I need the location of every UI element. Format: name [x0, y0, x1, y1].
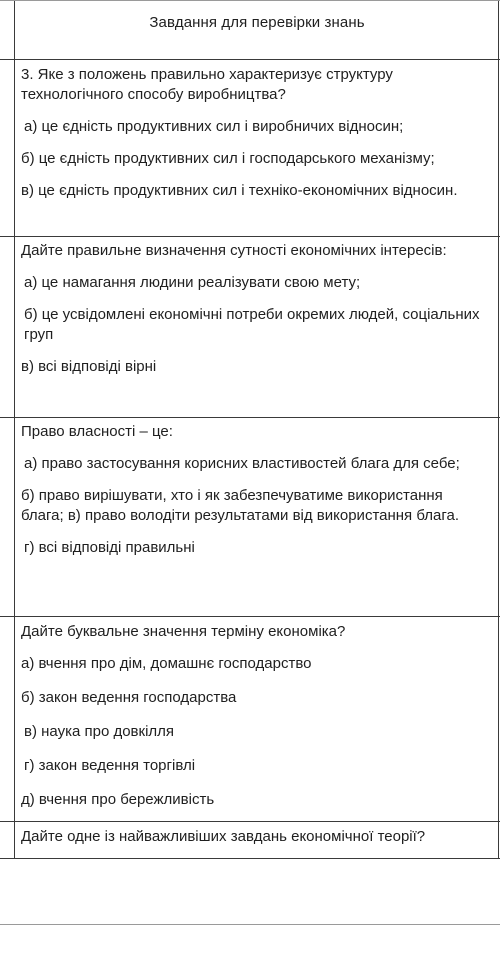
question-cell-4: [21, 622, 481, 820]
answer-option: г) всі відповіді правильні: [24, 539, 195, 556]
question-cell-2: [21, 241, 481, 389]
question-cell-3: [21, 422, 481, 570]
answer-option: д) вчення про бережливість: [21, 791, 215, 808]
row-divider: [0, 616, 500, 617]
answer-option: б) закон ведення господарства: [21, 689, 237, 706]
answer-option: б) це єдність продуктивних сил і господарського механізму;: [21, 150, 435, 167]
question-text: Право власності – це:: [21, 423, 173, 440]
row-divider: [0, 821, 500, 822]
row-divider: [0, 59, 500, 60]
question-text: Дайте одне із найважливіших завдань економічної теорії?: [21, 828, 426, 845]
answer-option: а) це намагання людини реалізувати свою мету;: [24, 274, 361, 291]
table-top-border: [0, 0, 500, 1]
answer-option: в) це єдність продуктивних сил і техніко-економічних відносин.: [21, 182, 458, 199]
question-text: Дайте буквальне значення терміну економіка?: [21, 623, 346, 640]
question-cell-1: [21, 65, 481, 213]
table-left-border: [14, 0, 15, 858]
answer-option: в) наука про довкілля: [24, 723, 175, 740]
row-divider: [0, 417, 500, 418]
question-text: Дайте правильне визначення сутності економічних інтересів:: [21, 242, 447, 259]
question-cell-5: [21, 827, 481, 859]
question-text: 3. Яке з положень правильно характеризує структуру технологічного способу виробництва?: [21, 66, 393, 103]
table-header-title: Завдання для перевірки знань: [149, 14, 365, 31]
answer-option: а) вчення про дім, домашнє господарство: [21, 655, 312, 672]
answer-option: г) закон ведення торгівлі: [24, 757, 196, 774]
row-divider: [0, 236, 500, 237]
table-right-border: [498, 0, 499, 858]
answer-option: б) право вирішувати, хто і як забезпечуватиме використання блага; в) право володіти результатами від використання блага.: [21, 487, 460, 524]
answer-option: а) право застосування корисних властивостей блага для себе;: [24, 455, 460, 472]
answer-option: а) це єдність продуктивних сил і виробничих відносин;: [24, 118, 404, 135]
answer-option: б) це усвідомлені економічні потреби окремих людей, соціальних груп: [24, 306, 480, 343]
table-bottom-line: [0, 924, 500, 925]
answer-option: в) всі відповіді вірні: [21, 358, 157, 375]
